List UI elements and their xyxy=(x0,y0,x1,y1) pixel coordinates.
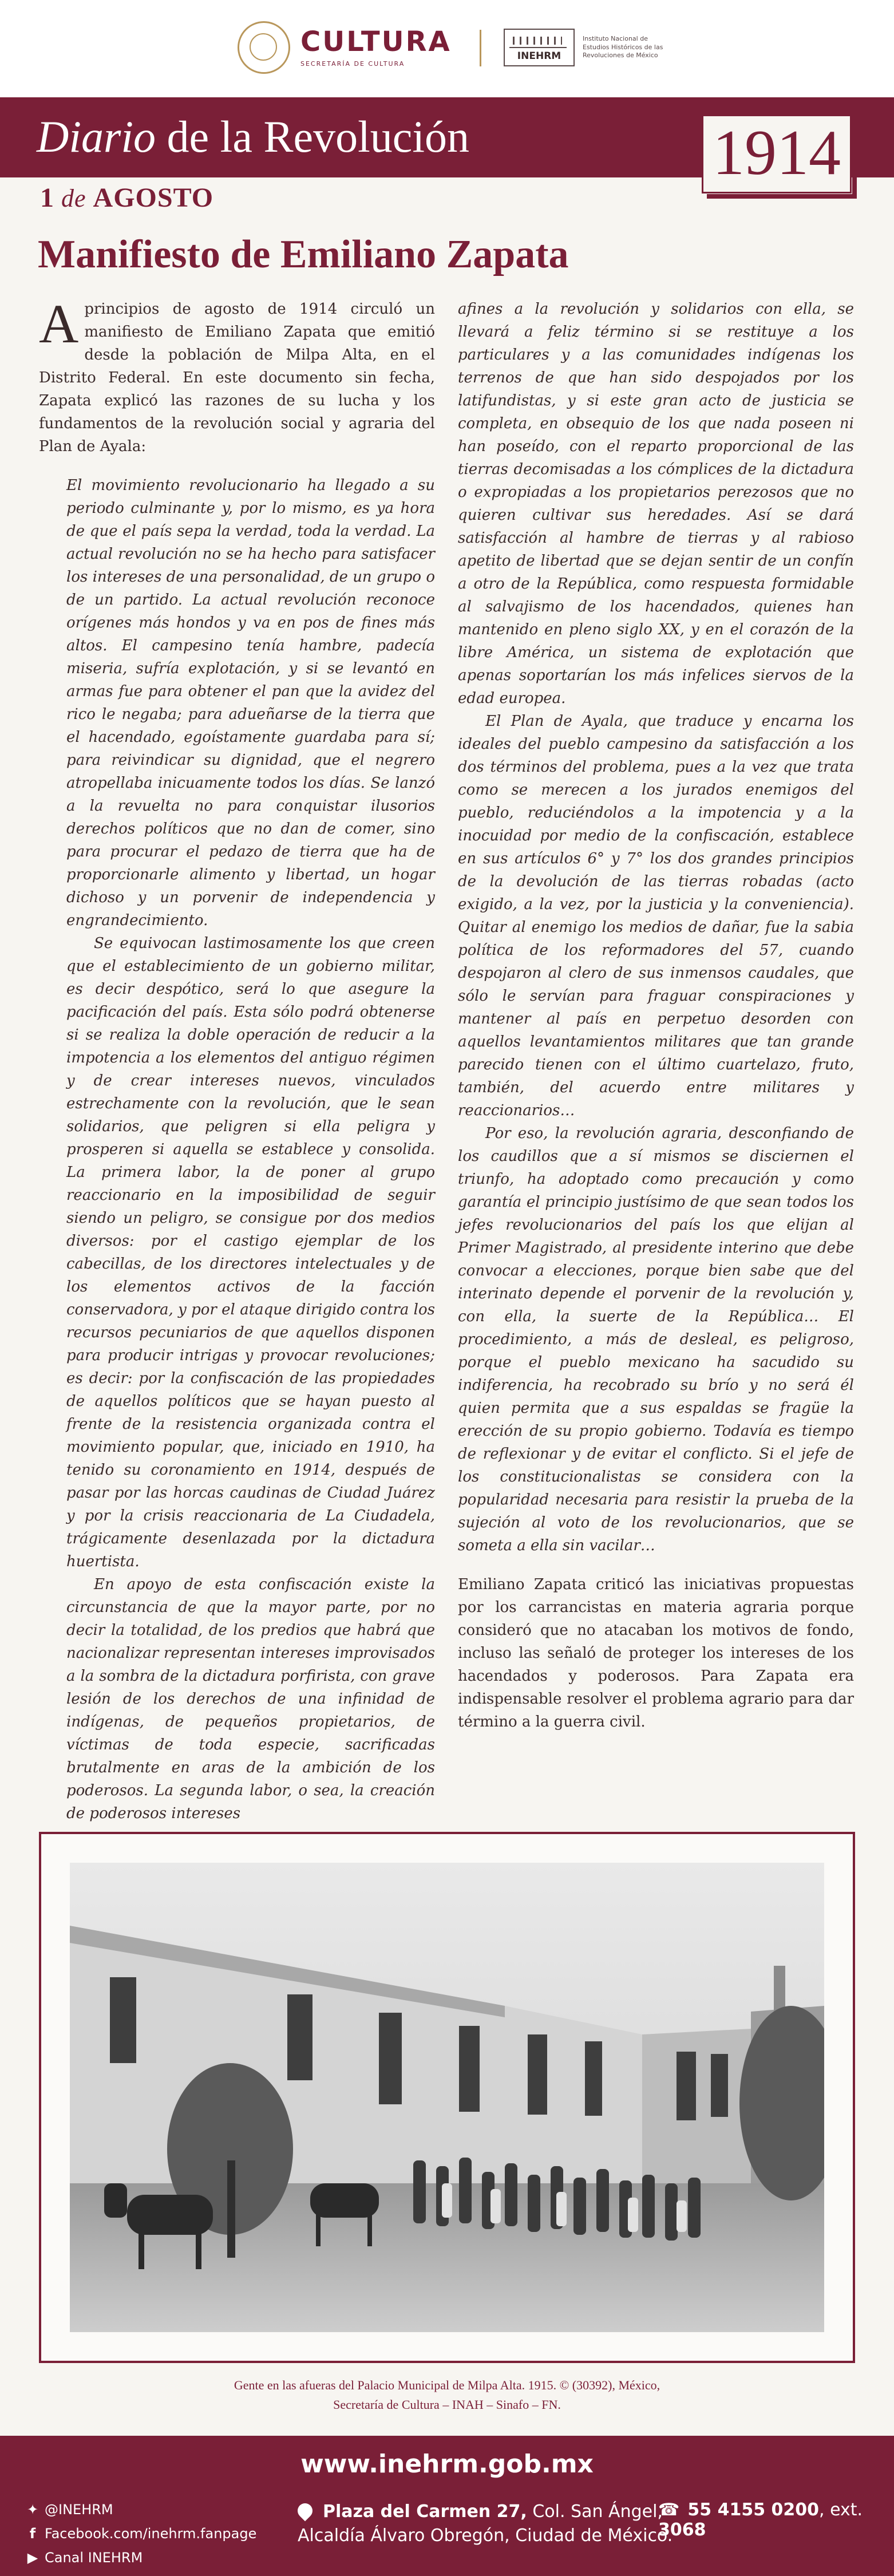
inehrm-description: Instituto Nacional de Estudios Históricos de las Revoluciones de México xyxy=(583,34,663,60)
closing-paragraph: Emiliano Zapata criticó las iniciativas propuestas por los carrancistas en materia agraria porque consideró que no atacaban los motivos de fondo, incluso las señaló de proteger los intereses de los hacendados y poderosos. Para Zapata era indispensable resolver el problema agrario para dar término a la guerra civil. xyxy=(458,1576,854,1730)
quote-paragraph: Por eso, la revolución agraria, desconfiando de los caudillos que a sí mismos se disciernen el triunfo, ha adoptado como precaución y como garantía el principio justísimo de que sean todos los jefes revolucionarios del país los que elijan al Primer Magistrado, al presidente interino que debe convocar a elecciones, porque bien sabe que del interinato depende el porvenir de la revolución y, con ella, la suerte de la República… El procedimiento, a más de desleal, es peligroso, porque el pueblo mexicano ha sacudido su indiferencia, ha recobrado su brío y no será él quien permita que a sus espaldas se fragüe la erección de su propio gobierno. Todavía es tiempo de reflexionar y de evitar el conflicto. Si el jefe de los constitucionalistas se considera con la popularidad necesaria para resistir la prueba de la sujeción al voto de los revolucionarios, que se someta a ella sin vacilar… xyxy=(458,1125,854,1554)
address: Plaza del Carmen 27, Col. San Ángel, Alcaldía Álvaro Obregón, Ciudad de México. xyxy=(298,2500,673,2548)
cultura-wordmark: CULTURA xyxy=(300,25,452,58)
year-box xyxy=(702,114,852,193)
series-title: Diario de la Revolución xyxy=(37,112,470,161)
drop-cap: A xyxy=(39,293,79,354)
quote-paragraph: El movimiento revolucionario ha llegado a su periodo culminante y, por lo mismo, es ya hora de que el país sepa la verdad, toda la verdad. La actual revolución no se ha hecho para satisfacer los intereses de una personalidad, de un grupo o de un partido. La actual revolución reconoce orígenes más hondos y va en pos de fines más altos. El campesino tenía hambre, padecía miseria, sufría explotación, y si se levantó en armas fue para obtener el pan que la avidez del rico le negaba; para adueñarse de la tierra que el hacendado, egoístamente guardaba para sí; para reivindicar su dignidad, que el negrero atropellaba inicuamente todos los días. Se lanzó a la revuelta no para conquistar ilusorios derechos políticos que no dan de comer, sino para procurar el pedazo de tierra que ha de proporcionarle alimento y libertad, un hogar dichoso y un porvenir de independencia y engrandecimiento. xyxy=(66,477,435,929)
inehrm-building-icon xyxy=(504,29,575,66)
article-left-column xyxy=(39,293,435,1825)
inehrm-acronym: INEHRM xyxy=(517,50,561,62)
facebook-icon: f xyxy=(29,2526,36,2542)
logo-divider xyxy=(480,30,481,66)
inehrm-logo xyxy=(504,29,663,66)
intro-paragraph: Aprincipios de agosto de 1914 circuló un manifiesto de Emiliano Zapata que emitió desde la población de Milpa Alta, en el Distrito Federal. En este documento sin fecha, Zapata explicó las razones de su lucha y los fundamentos de la revolución social y agraria del Plan de Ayala: xyxy=(39,293,435,455)
phone-icon: ☎ xyxy=(658,2500,680,2520)
title-band xyxy=(0,97,894,188)
phone-number[interactable]: ☎ 55 4155 0200, ext. 3068 xyxy=(658,2500,863,2540)
quote-paragraph: afines a la revolución y solidarios con ella, se llevará a feliz término si se restituye a los particulares y a las comunidades indígenas los terrenos de que han sido despojados por los latifundistas, y si este gran acto de justicia se completa, en obsequio de los que nada poseen ni han poseído, con el reparto proporcional de las tierras decomisadas a los cómplices de la dictadura o expropiadas a los propietarios perezosos que no quieren cultivar sus heredades. Así se dará satisfacción al hambre de tierras y al rabioso apetito de libertad que se dejan sentir de un confín a otro de la República, como respuesta formidable al salvajismo de los hacendados, quienes han mantenido en pleno siglo XX, y en el corazón de la libre América, un sistema de explotación que apenas soportarían los más infelices siervos de la edad europea. xyxy=(458,301,854,707)
page-title: Manifiesto de Emiliano Zapata xyxy=(38,232,569,276)
footer xyxy=(0,2436,894,2576)
youtube-icon: ▶ xyxy=(27,2550,38,2566)
milpa-alta-photo-illustration xyxy=(70,1863,824,2332)
quote-paragraph: Se equivocan lastimosamente los que creen que el establecimiento de un gobierno militar, es decir despótico, será lo que asegure la pacificación del país. Esta sólo podrá obtenerse si se realiza la doble operación de reducir a la impotencia a los elementos del antiguo régimen y de crear intereses nuevos, vinculados estrechamente con la revolución, que le sean solidarios, que peligren si ella peligra y prosperen si aquella se establece y consolida. La primera labor, la de poner al grupo reaccionario en la imposibilidad de seguir siendo un peligro, se consigue por dos medios diversos: por el castigo ejemplar de los cabecillas, de los directores intelectuales y de los elementos activos de la facción conservadora, y por el ataque dirigido contra los recursos pecuniarios de que aquellos disponen para producir intrigas y provocar revoluciones; es decir: por la confiscación de las propiedades de aquellos políticos que se hayan puesto al frente de la resistencia organizada contra el movimiento popular, que, iniciado en 1910, ha tenido su coronamiento en 1914, después de pasar por las horcas caudinas de Ciudad Juárez y por la crisis reaccionaria de La Ciudadela, trágicamente desenlazada por la dictadura huertista. xyxy=(66,935,435,1570)
cultura-subtitle: SECRETARÍA DE CULTURA xyxy=(300,60,405,68)
facebook-link[interactable]: f Facebook.com/inehrm.fanpage xyxy=(25,2522,256,2546)
article-right-column xyxy=(458,298,854,1733)
photo-frame xyxy=(39,1832,855,2363)
year-label: 1914 xyxy=(713,117,841,188)
national-seal-icon xyxy=(238,21,290,74)
photo-caption: Gente en las afueras del Palacio Municipal de Milpa Alta. 1915. © (30392), México, Secretaría de Cultura – INAH – Sinafo – FN. xyxy=(234,2378,660,2412)
twitter-link[interactable]: ✦ @INEHRM xyxy=(25,2498,256,2522)
social-links xyxy=(25,2498,256,2570)
youtube-link[interactable]: ▶ Canal INEHRM xyxy=(25,2546,256,2570)
twitter-icon: ✦ xyxy=(26,2502,39,2518)
quote-paragraph: El Plan de Ayala, que traduce y encarna los ideales del pueblo campesino da satisfacción a los dos términos del problema, pues a la vez que trata como se merecen a los jurados enemigos del pueblo, reduciéndolos a la impotencia y a la inocuidad por medio de la confiscación, establece en sus artículos 6° y 7° los dos grandes principios de la devolución de las tierras robadas (acto exigido, a la vez, por la justicia y la conveniencia). Quitar al enemigo los medios de dañar, fue la sabia política de los reformadores del 57, cuando despojaron al clero de sus inmensos caudales, que sólo le servían para fraguar conspiraciones y mantener al país en perpetuo desorden con aquellos levantamientos militares que tan grande parecido tienen con el último cuartelazo, fruto, también, del acuerdo entre militares y reaccionarios… xyxy=(458,713,854,1119)
historic-photo xyxy=(70,1863,824,2332)
logo-header xyxy=(0,0,894,97)
location-pin-icon xyxy=(295,2500,316,2522)
website-link[interactable]: www.inehrm.gob.mx xyxy=(300,2449,594,2479)
cultura-logo xyxy=(238,22,452,73)
date-label: 1 de AGOSTO xyxy=(40,183,214,213)
quote-paragraph: En apoyo de esta confiscación existe la circunstancia de que la mayor parte, por no decir la totalidad, de los predios que habrá que nacionalizar representan intereses improvisados a la sombra de la dictadura porfirista, con grave lesión de los derechos de una infinidad de indígenas, de pequeños propietarios, de víctimas de toda especie, sacrificadas brutalmente en aras de la ambición de los poderosos. La segunda labor, o sea, la creación de poderosos intereses xyxy=(66,1576,435,1822)
